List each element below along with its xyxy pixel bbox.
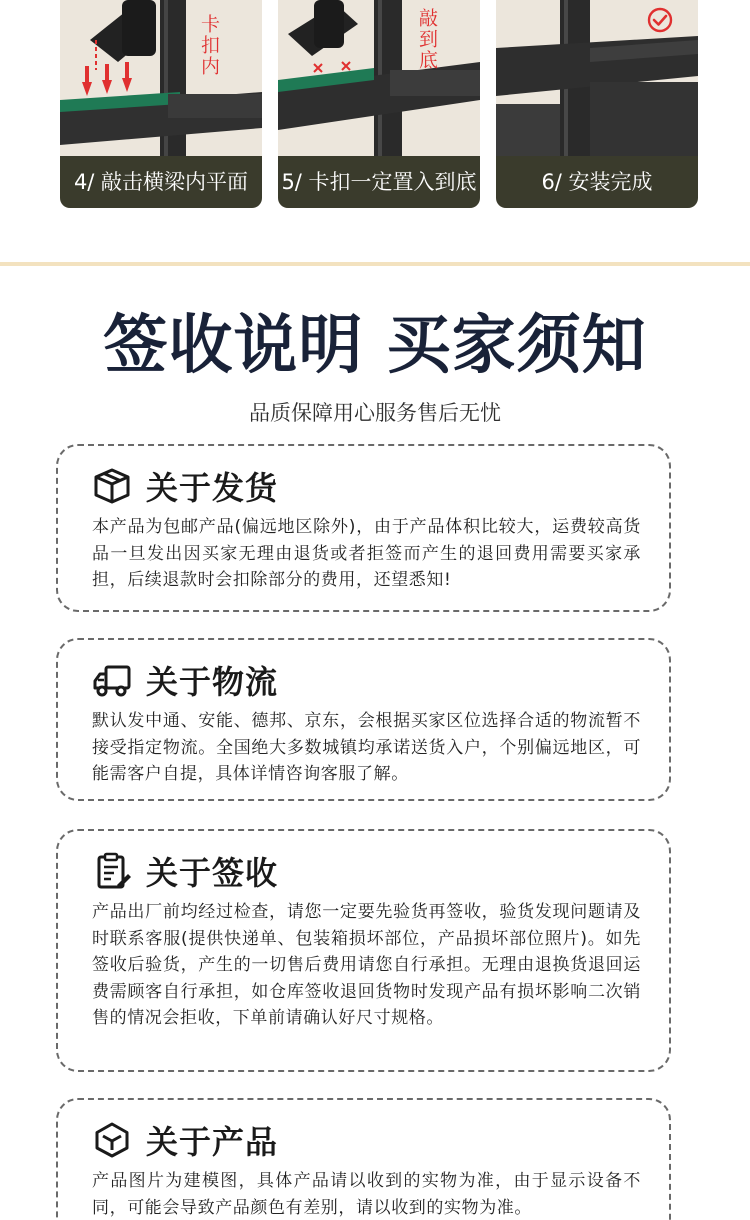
shipping-card-header bbox=[92, 462, 641, 510]
product-body: 产品图片为建模图，具体产品请以收到的实物为准，由于显示设备不同，可能会导致产品颜色有差别，请以收到的实物为准。 bbox=[92, 1171, 641, 1218]
signing-card-header bbox=[92, 847, 641, 895]
product-card bbox=[56, 1098, 671, 1220]
step-5-caption: 5/ 卡扣一定置入到底 bbox=[278, 156, 480, 208]
box-icon bbox=[92, 466, 132, 506]
page-title: 签收说明 买家须知 bbox=[103, 309, 647, 383]
product-card-header bbox=[92, 1116, 641, 1164]
clipboard-icon bbox=[92, 851, 132, 891]
logistics-card bbox=[56, 638, 671, 801]
check-circle-icon bbox=[646, 6, 674, 34]
step-5-note: 敲到底 bbox=[416, 8, 438, 71]
logistics-body: 默认发中通、安能、德邦、京东，会根据买家区位选择合适的物流暂不接受指定物流。全国绝大多数城镇均承诺送货入户，个别偏远地区，可能需客户自提，具体详情咨询客服了解。 bbox=[92, 711, 641, 784]
shipping-card bbox=[56, 444, 671, 612]
step-5-photo bbox=[278, 0, 480, 158]
product-title: 关于产品 bbox=[146, 1123, 279, 1161]
signing-body: 产品出厂前均经过检查，请您一定要先验货再签收，验货发现问题请及时联系客服(提供快递单、包装箱损坏部位，产品损坏部位照片)。如先签收后验货，产生的一切售后费用请您自行承担。无理由退换货退回运费需顾客自行承担，如仓库签收退回货物时发现产品有损坏影响二次销售的情况会拒收，下单前请确认好尺寸规格。 bbox=[92, 902, 641, 1028]
page-subtitle: 品质保障用心服务售后无忧 bbox=[249, 401, 501, 425]
signing-card bbox=[56, 829, 671, 1072]
step-4-card bbox=[60, 0, 262, 208]
install-steps bbox=[0, 0, 750, 262]
cube-icon bbox=[92, 1120, 132, 1160]
section-divider bbox=[0, 262, 750, 266]
signing-title: 关于签收 bbox=[146, 854, 279, 892]
step-6-card bbox=[496, 0, 698, 208]
step-4-photo bbox=[60, 0, 262, 158]
step-4-caption: 4/ 敲击横梁内平面 bbox=[60, 156, 262, 208]
shipping-body: 本产品为包邮产品(偏远地区除外)，由于产品体积比较大，运费较高货品一旦发出因买家无理由退货或者拒签而产生的退回费用需要买家承担，后续退款时会扣除部分的费用，还望悉知! bbox=[92, 517, 641, 590]
logistics-title: 关于物流 bbox=[146, 663, 279, 701]
step-5-card bbox=[278, 0, 480, 208]
logistics-card-header bbox=[92, 656, 641, 704]
step-6-caption: 6/ 安装完成 bbox=[496, 156, 698, 208]
truck-icon bbox=[92, 660, 132, 700]
shipping-title: 关于发货 bbox=[146, 469, 279, 507]
step-4-note: 卡扣内 bbox=[198, 14, 220, 77]
